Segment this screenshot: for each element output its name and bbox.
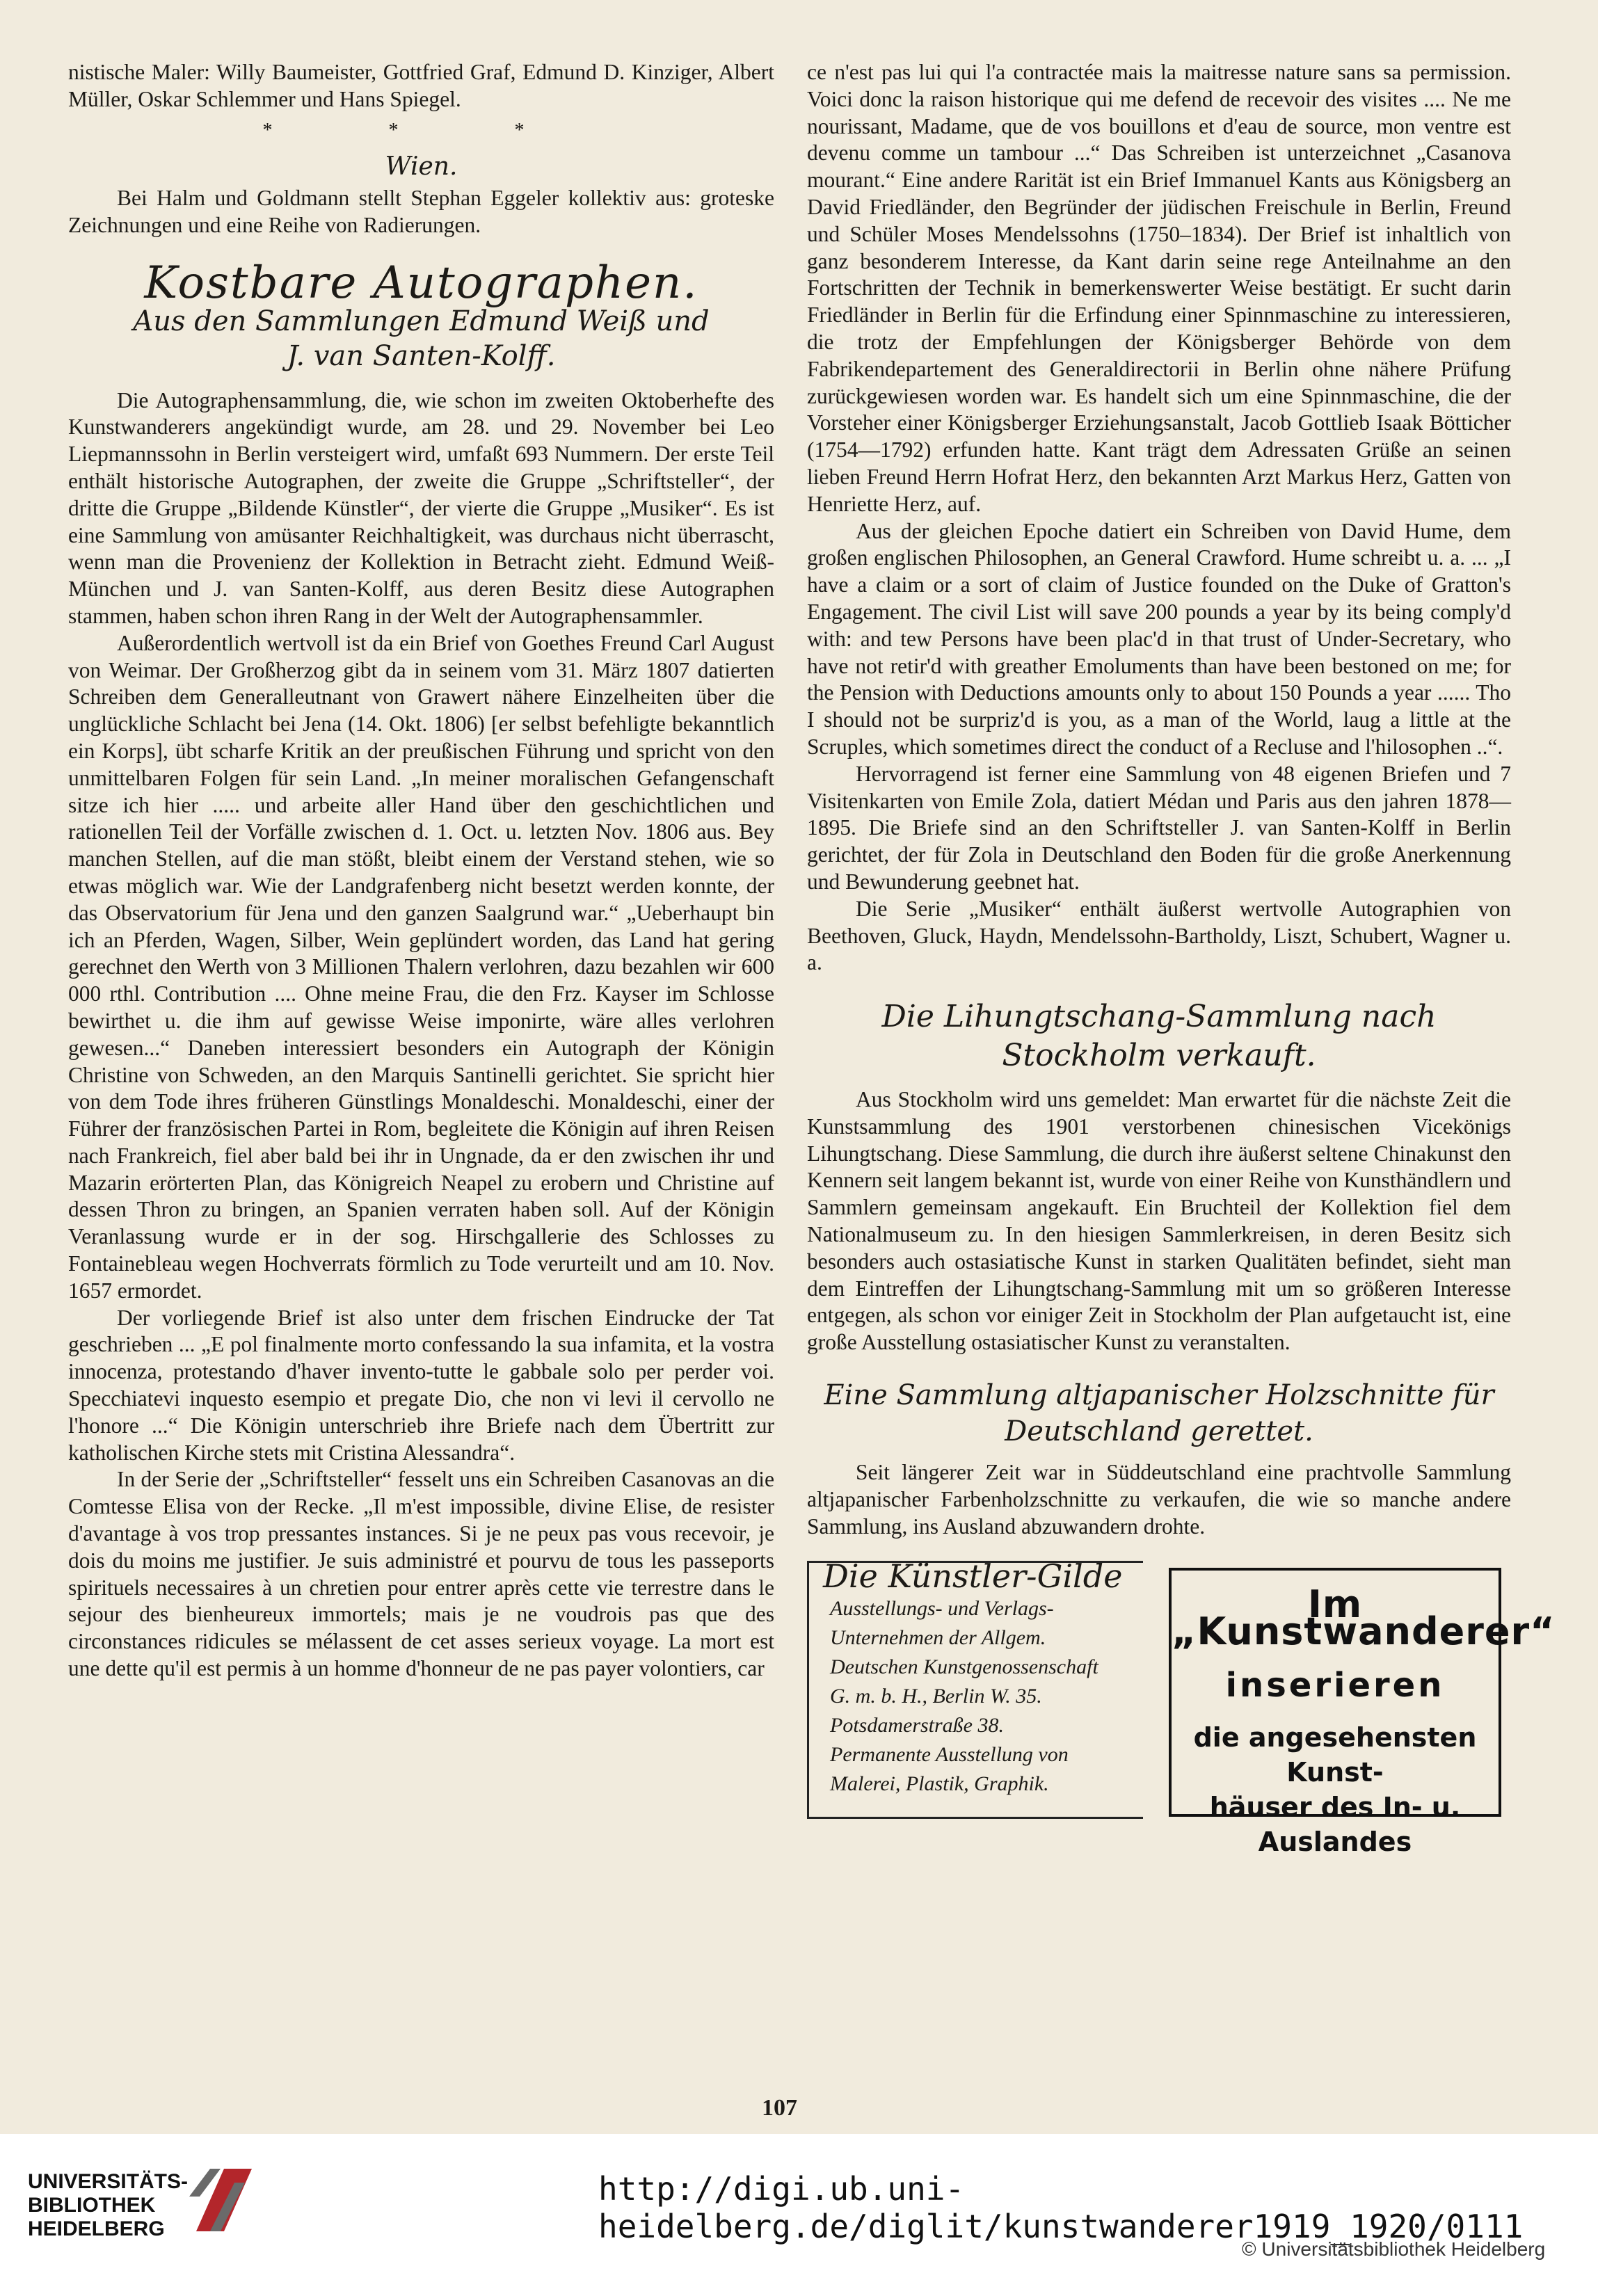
section-heading-wien: Wien. (385, 152, 458, 182)
ad-kunstwanderer (1169, 1568, 1556, 1857)
logo-text (28, 2170, 188, 2241)
paragraph: ce n'est pas lui qui l'a contractée mais la maitresse nature sans sa permission. Voici donc la raison historique qui me defend de recevoir des visites .... Ne me nourissant, Madame, que de vos bouillons et d'eau de source, mon ventre est devenu comme un tambour ...“ Das Schreiben ist unterzeichnet „Casanova mourant.“ Eine andere Rarität ist ein Brief Immanuel Kants aus Königsberg an David Friedländer, den Begründer der jüdischen Freischule in Berlin, Freund und Schüler Moses Mendelssohns (1750–1834). Der Brief ist inhaltlich von ganz besonderem Interesse, da Kant darin seine rege Anteilnahme an den Fortschritten der Technik in bemerkenswerter Weise bestätigt. Er sucht darin Friedländer in Berlin für die Erfindung einer Spinnmaschine zu interessieren, die trotz der Empfehlungen der Königsberger Behörde von dem Fabrikendepartement des Generaldirectorii in Berlin ohne nähere Prüfung zurückgewiesen worden war. Es handelt sich um eine Spinnmaschine, die der Vorsteher einer Königsberger Erziehungsanstalt, Jacob Gottlieb Isaak Bötticher (1754—1792) erfunden hatte. Kant trägt dem Adressaten Grüße an seinen lieben Freund Herrn Hofrat Herz, den bekannten Arzt Markus Herz, Gatten von Henriette Herz, auf. (807, 60, 1511, 516)
right-column (807, 59, 1556, 1857)
ad-body (809, 1594, 1143, 1799)
section-divider: * * * (262, 119, 580, 141)
advertisements (807, 1557, 1556, 1857)
library-logo[interactable] (28, 2155, 250, 2259)
left-column (68, 59, 774, 1683)
ad-title: Die Künstler-Gilde (809, 1561, 1143, 1594)
logo-line: BIBLIOTHEK (28, 2194, 156, 2217)
paragraph: Hervorragend ist ferner eine Sammlung von 48 eigenen Briefen und 7 Visitenkarten von Emile Zola, datiert Médan und Paris aus den jahren 1878—1895. Die Briefe sind an den Schriftsteller J. van Santen-Kolff in Berlin gerichtet, der für Zola in Deutschland den Boden für die große Anerkennung und Bewunderung geebnet hat. (807, 761, 1511, 894)
ad-line: Unternehmen der Allgem. (830, 1626, 1046, 1650)
logo-line: UNIVERSITÄTS- (28, 2170, 189, 2193)
ad-line: Potsdamerstraße 38. (830, 1714, 1004, 1737)
ad-line: Im „Kunstwanderer“ (1172, 1582, 1556, 1654)
page-url-link[interactable]: http://digi.ub.uni-heidelberg.de/diglit/kunstwanderer1919_1920/0111 (598, 2170, 1524, 2245)
paragraph: Die Serie „Musiker“ enthält äußerst wertvolle Autographien von Beethoven, Gluck, Haydn, Mendelssohn-Bartholdy, Liszt, Schubert, Wagner u. a. (807, 896, 1511, 975)
ad-line-b: häuser des In- u. Auslandes (1209, 1791, 1461, 1857)
paragraph: Aus Stockholm wird uns gemeldet: Man erwartet für die nächste Zeit die Kunstsammlung des 1901 verstorbenen chinesischen Vicekönigs Lihungtschang. Diese Sammlung, die durch ihre äußerst seltene Chinakunst den Kennern seit langem bekannt ist, wurde von einer Reihe von Kunsthändlern und Sammlern gemeinsam angekauft. Ein Bruchteil der Kollektion fiel dem Nationalmuseum zu. In den hiesigen Sammlerkreisen, in deren Besitz sich besonders auch ostasiatische Kunst in starken Qualitäten befindet, sieht man dem Eintreffen der Lihungtschang-Sammlung mit um so größeren Interesse entgegen, als schon vor einiger Zeit in Stockholm der Plan aufgetaucht ist, eine große Ausstellung ostasiatischer Kunst zu veranstalten. (807, 1087, 1511, 1355)
page-number: 107 (762, 2095, 797, 2121)
viewer-footer (0, 2134, 1598, 2296)
paragraph: Aus der gleichen Epoche datiert ein Schreiben von David Hume, dem großen englischen Philosophen, an General Crawford. Hume schreibt u. a. ... „I have a claim or a sort of claim of Justice founded on the Duke of Gratton's Engagement. The civil List will save 200 pounds a year by its being comply'd with: and tew Persons have been plac'd in that trust of Under-Secretary, who have not retir'd with greather Emoluments than have been bestoned on me; for the Pension with Deductions amounts only to about 150 Pounds a year ...... Tho I should not be surpriz'd is you, as a man of the World, laug a little at the Scruples, which sometimes direct the conduct of a Recluse and l'hilosophen ..“. (807, 518, 1511, 759)
ad-line (1172, 1720, 1499, 1859)
paragraph: nistische Maler: Willy Baumeister, Gottfried Graf, Edmund D. Kinziger, Albert Müller, Oskar Schlemmer und Hans Spiegel. (68, 60, 774, 111)
paragraph: Die Autographensammlung, die, wie schon im zweiten Oktoberhefte des Kunstwanderers angekündigt wurde, am 28. und 29. November bei Leo Liepmannssohn in Berlin versteigert wird, umfaßt 693 Nummern. Der erste Teil enthält historische Autographen, der zweite die Gruppe „Schriftsteller“, der dritte die Gruppe „Bildende Künstler“, der vierte die Gruppe „Musiker“. Es ist eine Sammlung von amüsanter Reichhaltigkeit, was durchaus nicht überrascht, wenn man die Provenienz der Kollektion in Betracht zieht. Edmund Weiß-München und J. van Santen-Kolff, aus deren Besitz diese Autographen stammen, haben schon ihren Rang in der Welt der Autographensammler. (68, 387, 774, 628)
ad-line: Deutschen Kunstgenossenschaft (830, 1655, 1098, 1679)
logo-line: HEIDELBERG (28, 2217, 165, 2240)
ad-line: Malerei, Plastik, Graphik. (830, 1772, 1049, 1796)
paragraph: Seit längerer Zeit war in Süddeutschland eine prachtvolle Sammlung altjapanischer Farbenholzschnitte zu verkaufen, die wie so manche andere Sammlung, ins Ausland abzuwandern drohte. (807, 1460, 1511, 1539)
ad-line: G. m. b. H., Berlin W. 35. (830, 1685, 1042, 1708)
subtitle-line-1: Aus den Sammlungen Edmund Weiß und (133, 305, 710, 337)
ad-line: inserieren (1225, 1666, 1445, 1705)
copyright-notice: © Universitätsbibliothek Heidelberg (1242, 2238, 1546, 2260)
ad-kuenstler-gilde (807, 1557, 1143, 1819)
article-subtitle (68, 304, 774, 374)
paragraph: Außerordentlich wertvoll ist da ein Brief von Goethes Freund Carl August von Weimar. Der Großherzog gibt da in seinem vom 31. März 1807 datierten Schreiben dem Generalleutnant von Grawert nähere Einzelheiten über die unglückliche Schlacht bei Jena (14. Okt. 1806) [er selbst befehligte bekanntlich ein Korps], übt scharfe Kritik an der preußischen Führung und spricht von den unmittelbaren Folgen für sein Land. „In meiner moralischen Gefangenschaft sitze ich hier ..... und arbeite aller Hand über den geschichtlichen und rationellen Teil der Vorfälle zwischen d. 1. Oct. u. letzten Nov. 1806 aus. Bey manchen Stellen, auf die man stößt, bleibt einem der Verstand stehen, wie so etwas möglich war. Wie der Landgrafenberg nicht besetzt werden konnte, der das Observatorium für Jena und den ganzen Saalgrund war.“ „Ueberhaupt bin ich an Pferden, Wagen, Silber, Wein geplündert worden, das Land hat gering gerechnet den Werth von 3 Millionen Thalern verlohren, dazu bezahlen wir 600 000 rthl. Contribution .... Ohne meine Frau, die den Frz. Kayser im Schlosse bewirthet u. die ihm auf gewisse Weise imponirte, wäre alles verlohren gewesen...“ Daneben interessiert besonders ein Autograph der Königin Christine von Schweden, an den Marquis Santinelli gerichtet. Sie spricht hier von dem Tode ihres früheren Günstlings Monaldeschi. Monaldeschi, einer der Führer der französischen Partei in Rom, begleitete die Königin auf ihren Reisen nach Frankreich, fiel aber bald bei ihr in Ungnade, da er den zwischen ihr und Mazarin erörterten Plan, das Königreich Neapel zu erobern und Christine auf dessen Thron zu bringen, an Spanien verraten haben soll. Auf der Königin Veranlassung wurde er in der sog. Hirschgallerie des Schlosses zu Fontainebleau wegen Hochverrats förmlich zu Tode verurteilt und am 10. Nov. 1657 ermordet. (68, 630, 774, 1303)
ad-line-a: die angesehensten Kunst- (1193, 1721, 1477, 1788)
subtitle-line-2: J. van Santen-Kolff. (287, 339, 556, 372)
paragraph: Der vorliegende Brief ist also unter dem frischen Eindrucke der Tat geschrieben ... „E pol finalmente morto confessando la sua infamita, et la vostra innocenza, protestando d'haver invento-tutte le gabbale solo per perder voi. Specchiatevi inquesto esempio et pregate Dio, che non vi levi il cervollo ne l'honore ...“ Die Königin unterschrieb ihre Briefe nach dem Übertritt zur katholischen Kirche stets mit Cristina Alessandra“. (68, 1305, 774, 1465)
paragraph: In der Serie der „Schriftsteller“ fesselt uns ein Schreiben Casanovas an die Comtesse Elisa von der Recke. „Il m'est impossible, divine Elise, de resister d'avantage à vos trop pressantes instances. Si je ne peux pas vous recevoir, je dois du moins me justifier. Je suis administré et pourvu de tous les passeports spirituels necessaires à un chretien pour entrer après cette vie terrestre dans le sejour des bienheureux immortels; mais je ne voudrois pas que des circonstances ridicules se mélassent de cet asses serieux voyage. La mort est une dette qu'il est permis à un homme d'honneur de ne pas payer volontiers, car (68, 1467, 774, 1681)
section-heading-holzschnitte: Eine Sammlung altjapanischer Holzschnitte für Deutschland gerettet. (824, 1379, 1494, 1448)
paragraph: Bei Halm und Goldmann stellt Stephan Eggeler kollektiv aus: groteske Zeichnungen und eine Reihe von Radierungen. (68, 186, 774, 237)
library-logo-icon (182, 2155, 259, 2245)
section-heading-lihungtschang: Die Lihungtschang-Sammlung nach Stockholm verkauft. (881, 999, 1437, 1074)
article-title: Kostbare Autographen. (144, 257, 698, 309)
ad-line: Ausstellungs- und Verlags- (830, 1597, 1054, 1621)
ad-line: Permanente Ausstellung von (830, 1743, 1069, 1767)
